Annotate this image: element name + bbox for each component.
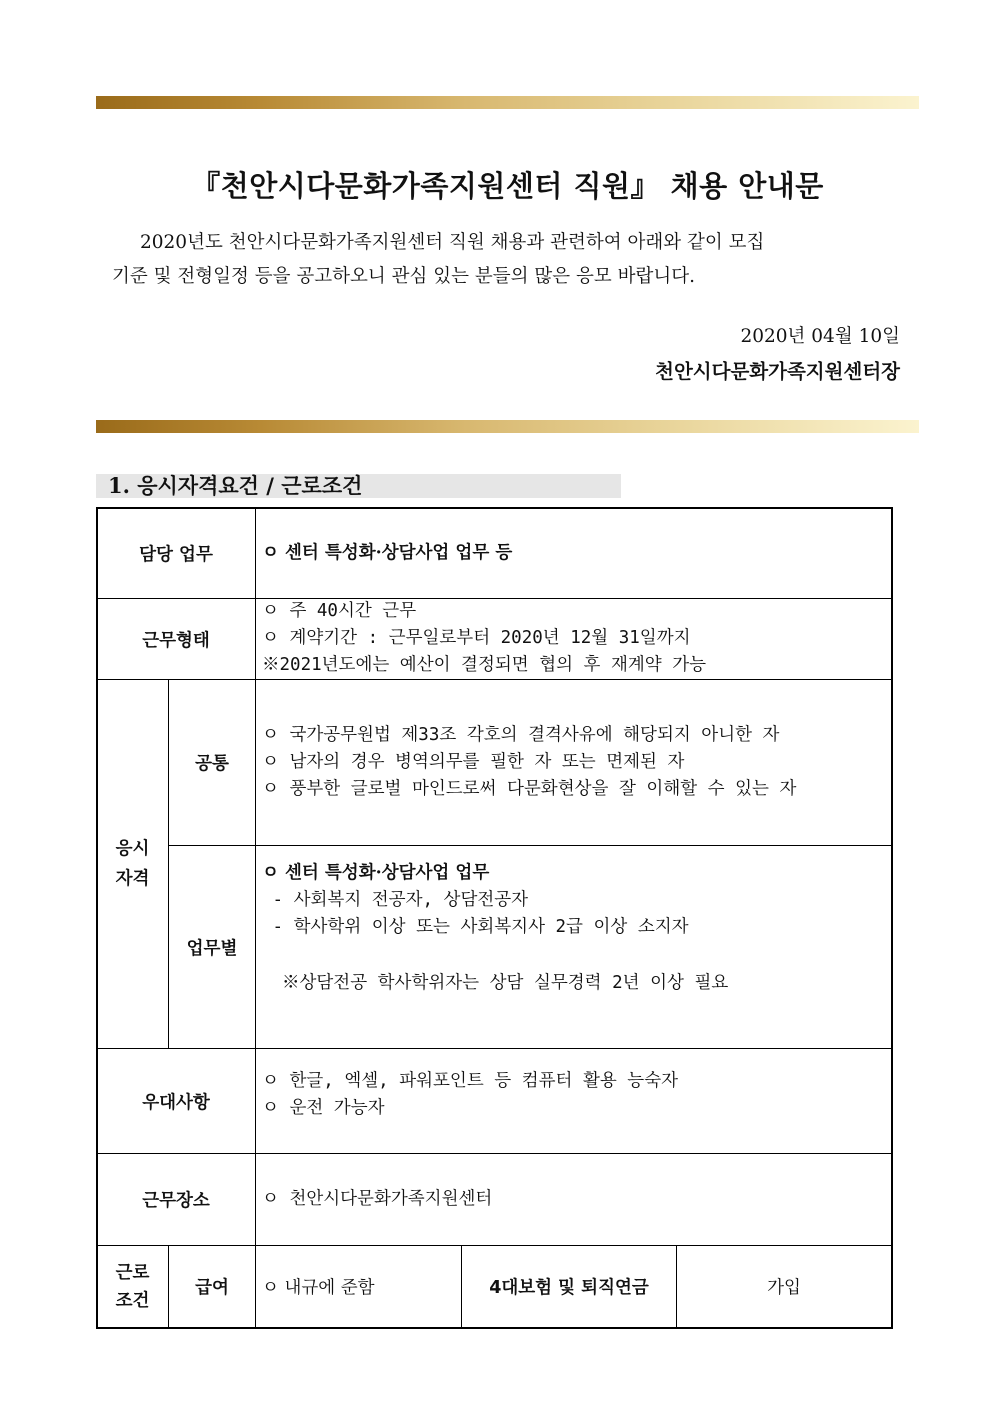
location-cell <box>256 1154 891 1245</box>
salary-label: 급여 <box>195 1278 229 1298</box>
work-type-line-1: ㅇ 주 40시간 근무 <box>262 600 417 621</box>
table-border-right <box>891 507 893 1329</box>
notice-date: 2020년 04월 10일 <box>740 326 900 347</box>
by-duty-label: 업무별 <box>186 938 238 959</box>
qualification-label-2: 자격 <box>115 869 150 889</box>
conditions-label <box>97 1246 168 1327</box>
by-duty-cell <box>256 860 891 1040</box>
by-duty-line-1: - 사회복지 전공자, 상담전공자 <box>262 890 529 910</box>
location-value: ㅇ 천안시다문화가족지원센터 <box>262 1189 493 1209</box>
qualification-label-1: 응시 <box>115 839 150 859</box>
issuing-organization: 천안시다문화가족지원센터장 <box>655 360 900 383</box>
preference-line-1: ㅇ 한글, 엑셀, 파워포인트 등 컴퓨터 활용 능숙자 <box>262 1071 679 1091</box>
work-type-line-3: ※2021년도에는 예산이 결정되면 협의 후 재계약 가능 <box>262 654 707 675</box>
conditions-label-1: 근로 <box>115 1262 150 1283</box>
by-duty-line-2: - 학사학위 이상 또는 사회복지사 2급 이상 소지자 <box>262 917 689 937</box>
duty-value-cell <box>256 508 891 598</box>
table-border-bottom <box>96 1327 893 1329</box>
duty-label: 담당 업무 <box>139 544 213 565</box>
preference-cell <box>256 1049 891 1153</box>
common-line-2: ㅇ 남자의 경우 병역의무를 필한 자 또는 면제된 자 <box>262 752 685 772</box>
qualification-label <box>97 680 168 1048</box>
duty-value: ㅇ 센터 특성화·상담사업 업무 등 <box>262 542 513 563</box>
common-line-1: ㅇ 국가공무원법 제33조 각호의 결격사유에 해당되지 아니한 자 <box>262 725 780 745</box>
insurance-value: 가입 <box>767 1278 801 1298</box>
intro-line-2: 기준 및 전형일정 등을 공고하오니 관심 있는 분들의 많은 응모 바랍니다. <box>112 266 695 287</box>
common-line-3: ㅇ 풍부한 글로벌 마인드로써 다문화현상을 잘 이해할 수 있는 자 <box>262 779 797 799</box>
common-cell <box>256 680 891 845</box>
salary-value: ㅇ 내규에 준함 <box>262 1278 375 1298</box>
conditions-label-2: 조건 <box>115 1290 150 1311</box>
location-label: 근무장소 <box>142 1191 210 1211</box>
preference-label: 우대사항 <box>142 1092 210 1113</box>
common-label: 공통 <box>195 754 229 774</box>
work-type-label: 근무형태 <box>142 630 210 651</box>
insurance-label: 4대보험 및 퇴직연금 <box>489 1278 649 1298</box>
salary-cell <box>256 1246 461 1327</box>
row-line-3 <box>168 845 893 846</box>
preference-line-2: ㅇ 운전 가능자 <box>262 1098 385 1118</box>
intro-line-1: 2020년도 천안시다문화가족지원센터 직원 채용과 관련하여 아래와 같이 모집 <box>140 232 765 253</box>
work-type-line-2: ㅇ 계약기간 : 근무일로부터 2020년 12월 31일까지 <box>262 627 691 648</box>
by-duty-heading: ㅇ 센터 특성화·상담사업 업무 <box>262 863 490 883</box>
by-duty-note: ※상담전공 학사학위자는 상담 실무경력 2년 이상 필요 <box>282 973 729 993</box>
work-type-cell <box>256 597 891 679</box>
section-heading: 1. 응시자격요건 / 근로조건 <box>96 474 621 498</box>
document-title: 『천안시다문화가족지원센터 직원』 채용 안내문 <box>191 169 824 203</box>
